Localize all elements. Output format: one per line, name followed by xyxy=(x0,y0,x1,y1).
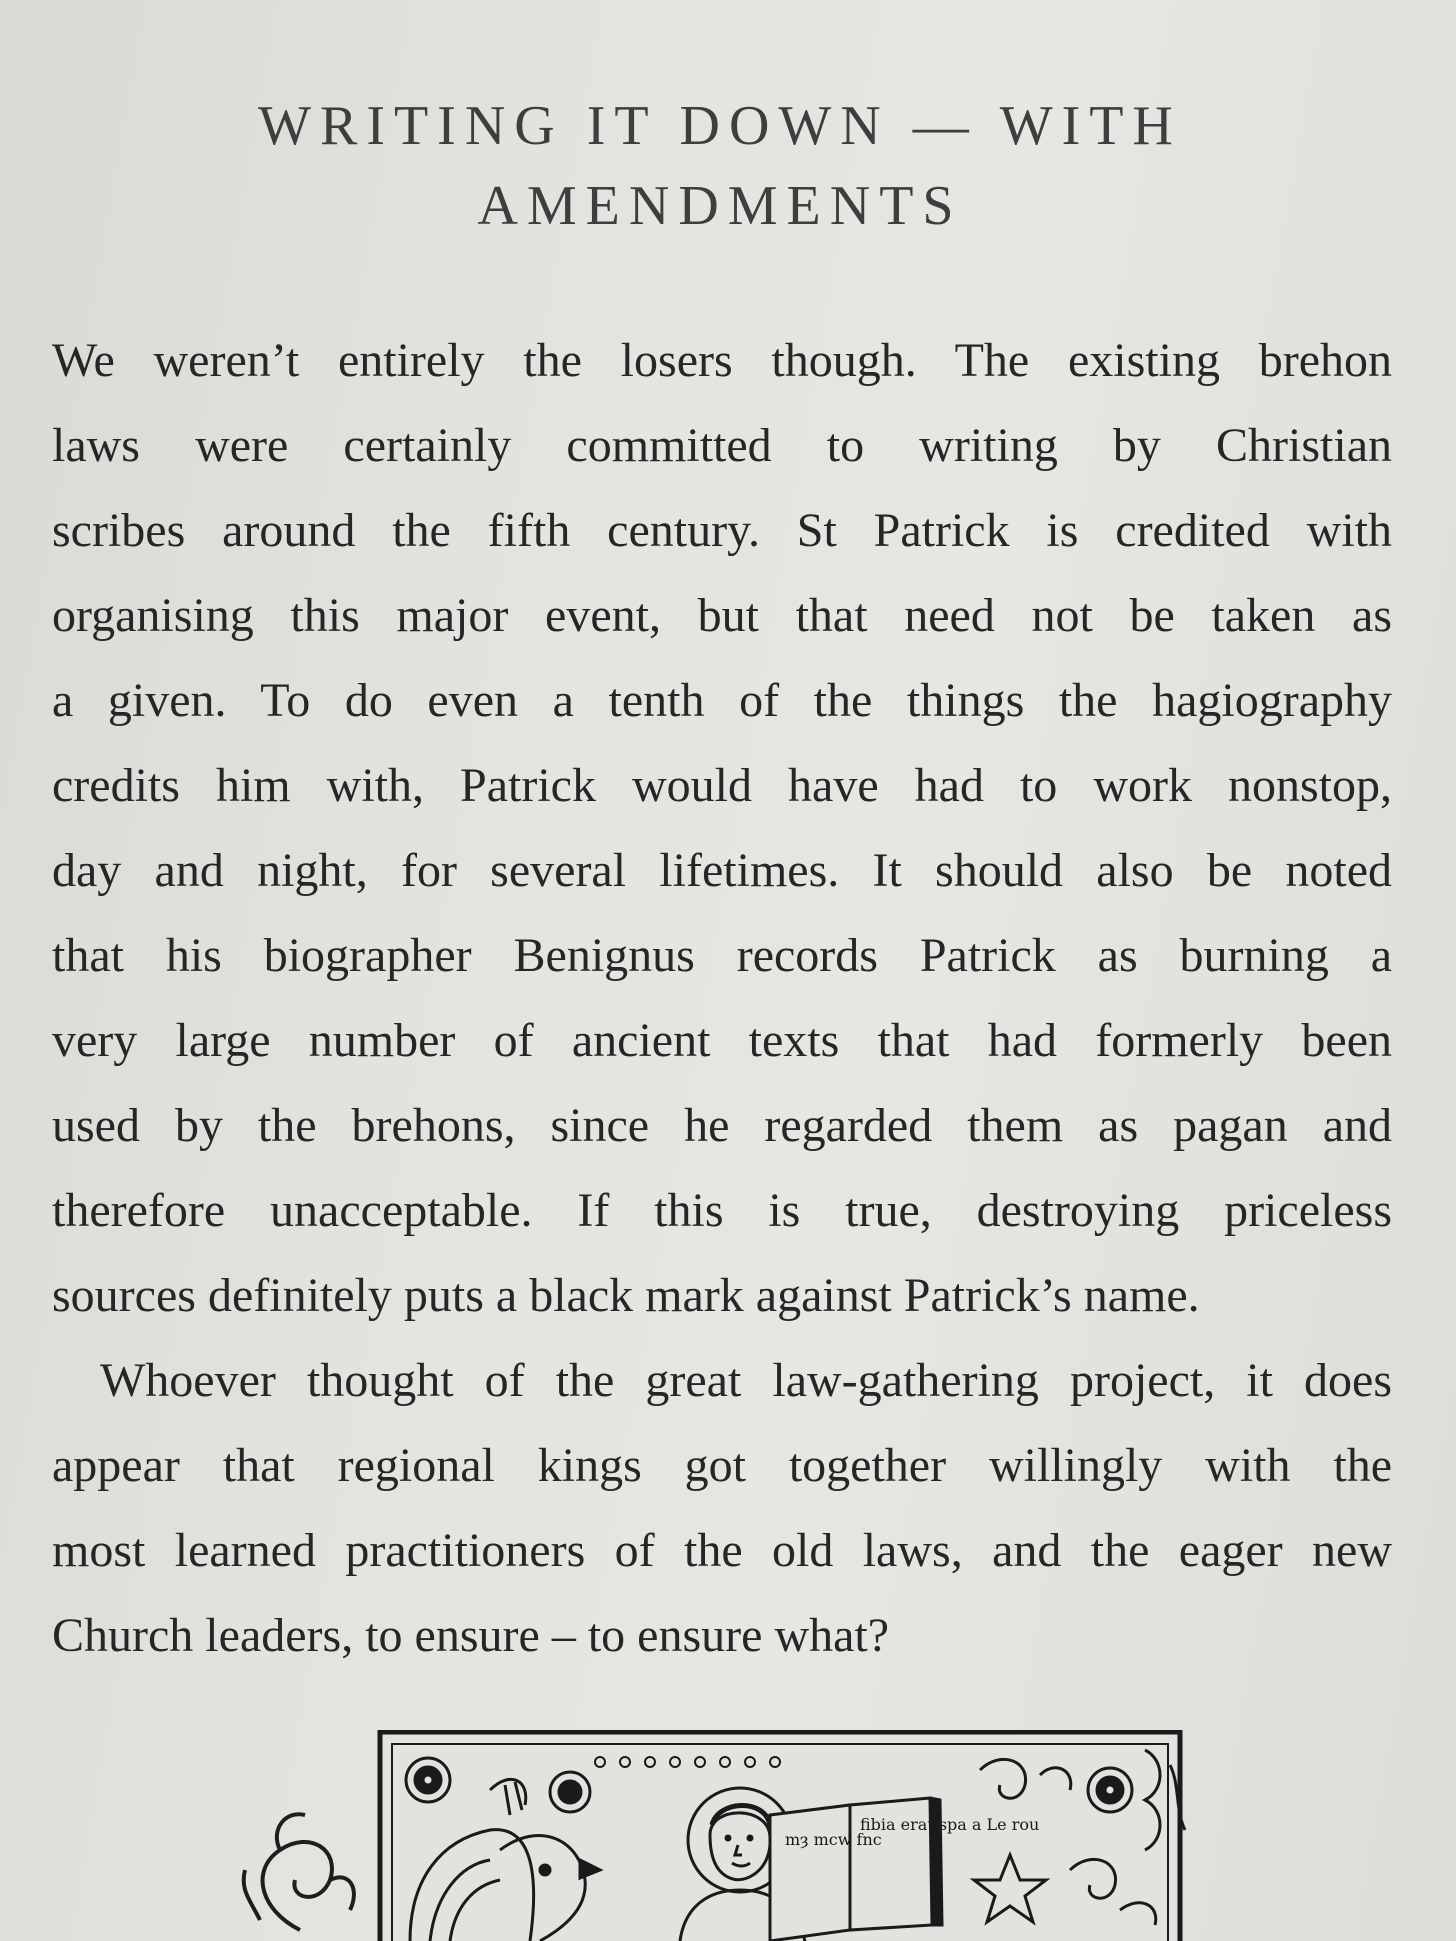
woodcut-illustration xyxy=(240,1730,1220,1941)
chapter-title-line-1: WRITING IT DOWN — WITH xyxy=(258,94,1182,157)
text-line: day and night, for several lifetimes. It should also be noted xyxy=(52,844,1392,897)
text-line: that his biographer Benignus records Patrick as burning a xyxy=(52,929,1392,982)
manuscript-text-left: mȝ mcw fnc xyxy=(785,1830,882,1849)
text-line: Whoever thought of the great law-gathering project, it does xyxy=(100,1354,1392,1407)
leaf-scroll-ornament xyxy=(244,1814,354,1930)
text-line: Church leaders, to ensure – to ensure what? xyxy=(52,1609,890,1662)
rosette-right xyxy=(1088,1768,1132,1812)
text-line: scribes around the fifth century. St Patrick is credited with xyxy=(52,504,1392,557)
chapter-title xyxy=(160,86,1280,246)
text-line: very large number of ancient texts that had formerly been xyxy=(52,1014,1392,1067)
paragraph-2 xyxy=(52,1338,1392,1678)
text-line: used by the brehons, since he regarded them as pagan and xyxy=(52,1099,1392,1152)
text-line: appear that regional kings got together willingly with the xyxy=(52,1439,1392,1492)
text-line: credits him with, Patrick would have had to work nonstop, xyxy=(52,759,1392,812)
text-line: laws were certainly committed to writing by Christian xyxy=(52,419,1392,472)
paragraph-1 xyxy=(52,318,1392,1338)
manuscript-text-right: fibia erat spa a Le rou xyxy=(860,1815,1040,1834)
text-line: sources definitely puts a black mark against Patrick’s name. xyxy=(52,1269,1200,1322)
body-text xyxy=(52,318,1392,1678)
text-line: We weren’t entirely the losers though. The existing brehon xyxy=(52,334,1392,387)
rosette-left xyxy=(406,1758,450,1802)
text-line: therefore unacceptable. If this is true, destroying priceless xyxy=(52,1184,1392,1237)
text-line: a given. To do even a tenth of the things the hagiography xyxy=(52,674,1392,727)
text-line: most learned practitioners of the old laws, and the eager new xyxy=(52,1524,1392,1577)
rosette-mid xyxy=(550,1772,590,1812)
text-line: organising this major event, but that need not be taken as xyxy=(52,589,1392,642)
chapter-title-line-2: AMENDMENTS xyxy=(477,174,963,237)
